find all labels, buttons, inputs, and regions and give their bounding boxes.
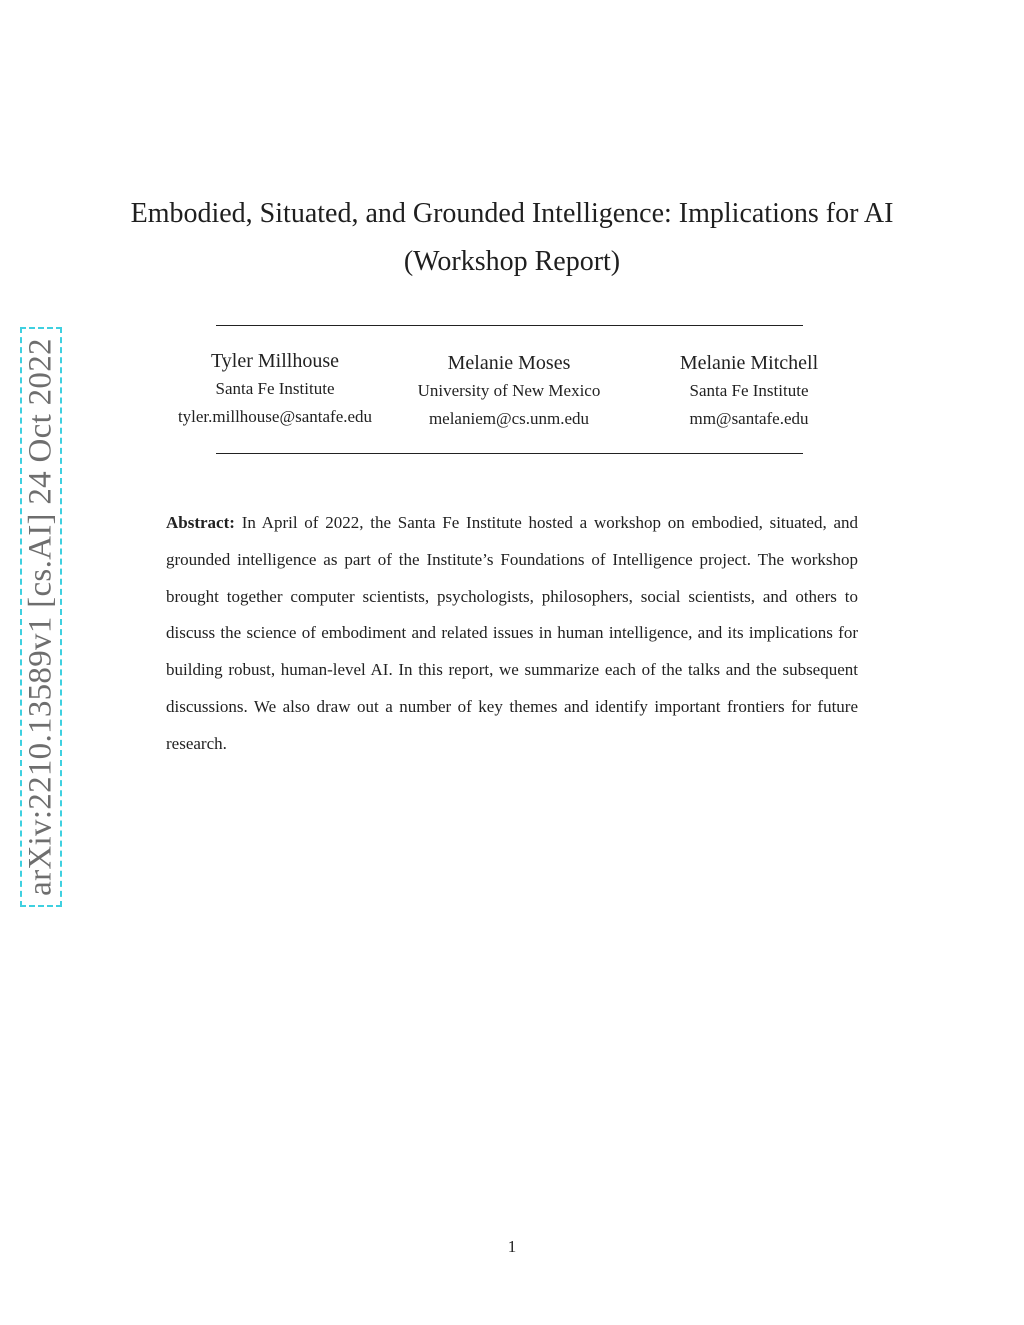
title-line-1: Embodied, Situated, and Grounded Intelligence: Implications for AI bbox=[130, 198, 894, 229]
author-email: mm@santafe.edu bbox=[689, 409, 809, 428]
top-divider bbox=[216, 325, 803, 326]
bottom-divider bbox=[216, 453, 803, 454]
abstract bbox=[166, 505, 858, 763]
author-name: Melanie Moses bbox=[447, 352, 571, 374]
author-affiliation: Santa Fe Institute bbox=[215, 379, 335, 398]
author-email: melaniem@cs.unm.edu bbox=[428, 409, 590, 428]
arxiv-identifier: arXiv:2210.13589v1 [cs.AI] 24 Oct 2022 bbox=[22, 338, 59, 896]
title-line-2: (Workshop Report) bbox=[403, 246, 621, 277]
paper-title bbox=[100, 190, 924, 286]
author-block bbox=[374, 349, 644, 433]
author-name: Tyler Millhouse bbox=[210, 350, 340, 372]
author-block bbox=[614, 349, 884, 433]
abstract-label: Abstract: bbox=[166, 513, 235, 532]
abstract-text: In April of 2022, the Santa Fe Institute hosted a workshop on embodied, situated, and grounded intelligence as part of the Institute’s Foundations of Intelligence project. The workshop brought together computer scientists, psychologists, philosophers, social scientists, and others to discuss the science of embodiment and related issues in human intelligence, and its implications for building robust, human-level AI. In this report, we summarize each of the talks and the subsequent discussions. We also draw out a number of key themes and identify important frontiers for future research. bbox=[166, 513, 859, 753]
author-name: Melanie Mitchell bbox=[679, 352, 819, 374]
page-number: 1 bbox=[507, 1237, 517, 1256]
arxiv-identifier-stamp bbox=[20, 327, 62, 907]
author-email: tyler.millhouse@santafe.edu bbox=[177, 407, 373, 426]
author-affiliation: University of New Mexico bbox=[417, 381, 601, 400]
author-block bbox=[140, 347, 410, 431]
author-affiliation: Santa Fe Institute bbox=[689, 381, 809, 400]
